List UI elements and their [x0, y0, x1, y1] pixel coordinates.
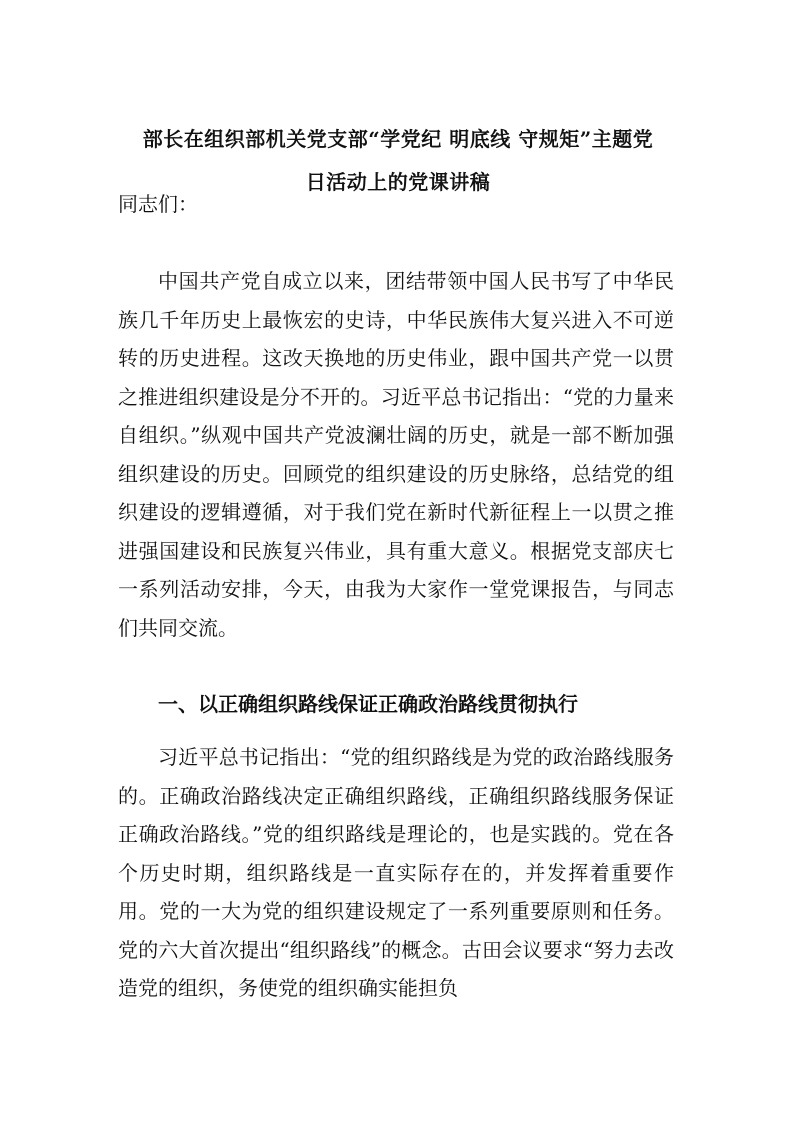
salutation: 同志们： — [118, 192, 198, 216]
document-title-line-2: 日活动上的党课讲稿 — [305, 170, 491, 194]
document-title — [118, 118, 678, 204]
document-title-line-1: 部长在组织部机关党支部“学党纪 明底线 守规矩”主题党 — [142, 127, 654, 151]
section-heading: 一、以正确组织路线保证正确政治路线贯彻执行 — [158, 692, 578, 716]
paragraph-intro: 中国共产党自成立以来，团结带领中国人民书写了中华民族几千年历史上最恢宏的史诗，中华民族伟大复兴进入不可逆转的历史进程。这改天换地的历史伟业，跟中国共产党一以贯之推进组织建设是分不开的。习近平总书记指出：“党的力量来自组织。”纵观中国共产党波澜壮阔的历史，就是一部不断加强组织建设的历史。回顾党的组织建设的历史脉络，总结党的组织建设的逻辑遵循，对于我们党在新时代新征程上一以贯之推进强国建设和民族复兴伟业，具有重大意义。根据党支部庆七一系列活动安排，今天，由我为大家作一堂党课报告，与同志们共同交流。 — [118, 269, 674, 640]
paragraph-section-1: 习近平总书记指出：“党的组织路线是为党的政治路线服务的。正确政治路线决定正确组织路线，正确组织路线服务保证正确政治路线。”党的组织路线是理论的，也是实践的。党在各个历史时期，组织路线是一直实际存在的，并发挥着重要作用。党的一大为党的组织建设规定了一系列重要原则和任务。党的六大首次提出“组织路线”的概念。古田会议要求“努力去改造党的组织，务使党的组织确实能担负 — [118, 745, 674, 1000]
